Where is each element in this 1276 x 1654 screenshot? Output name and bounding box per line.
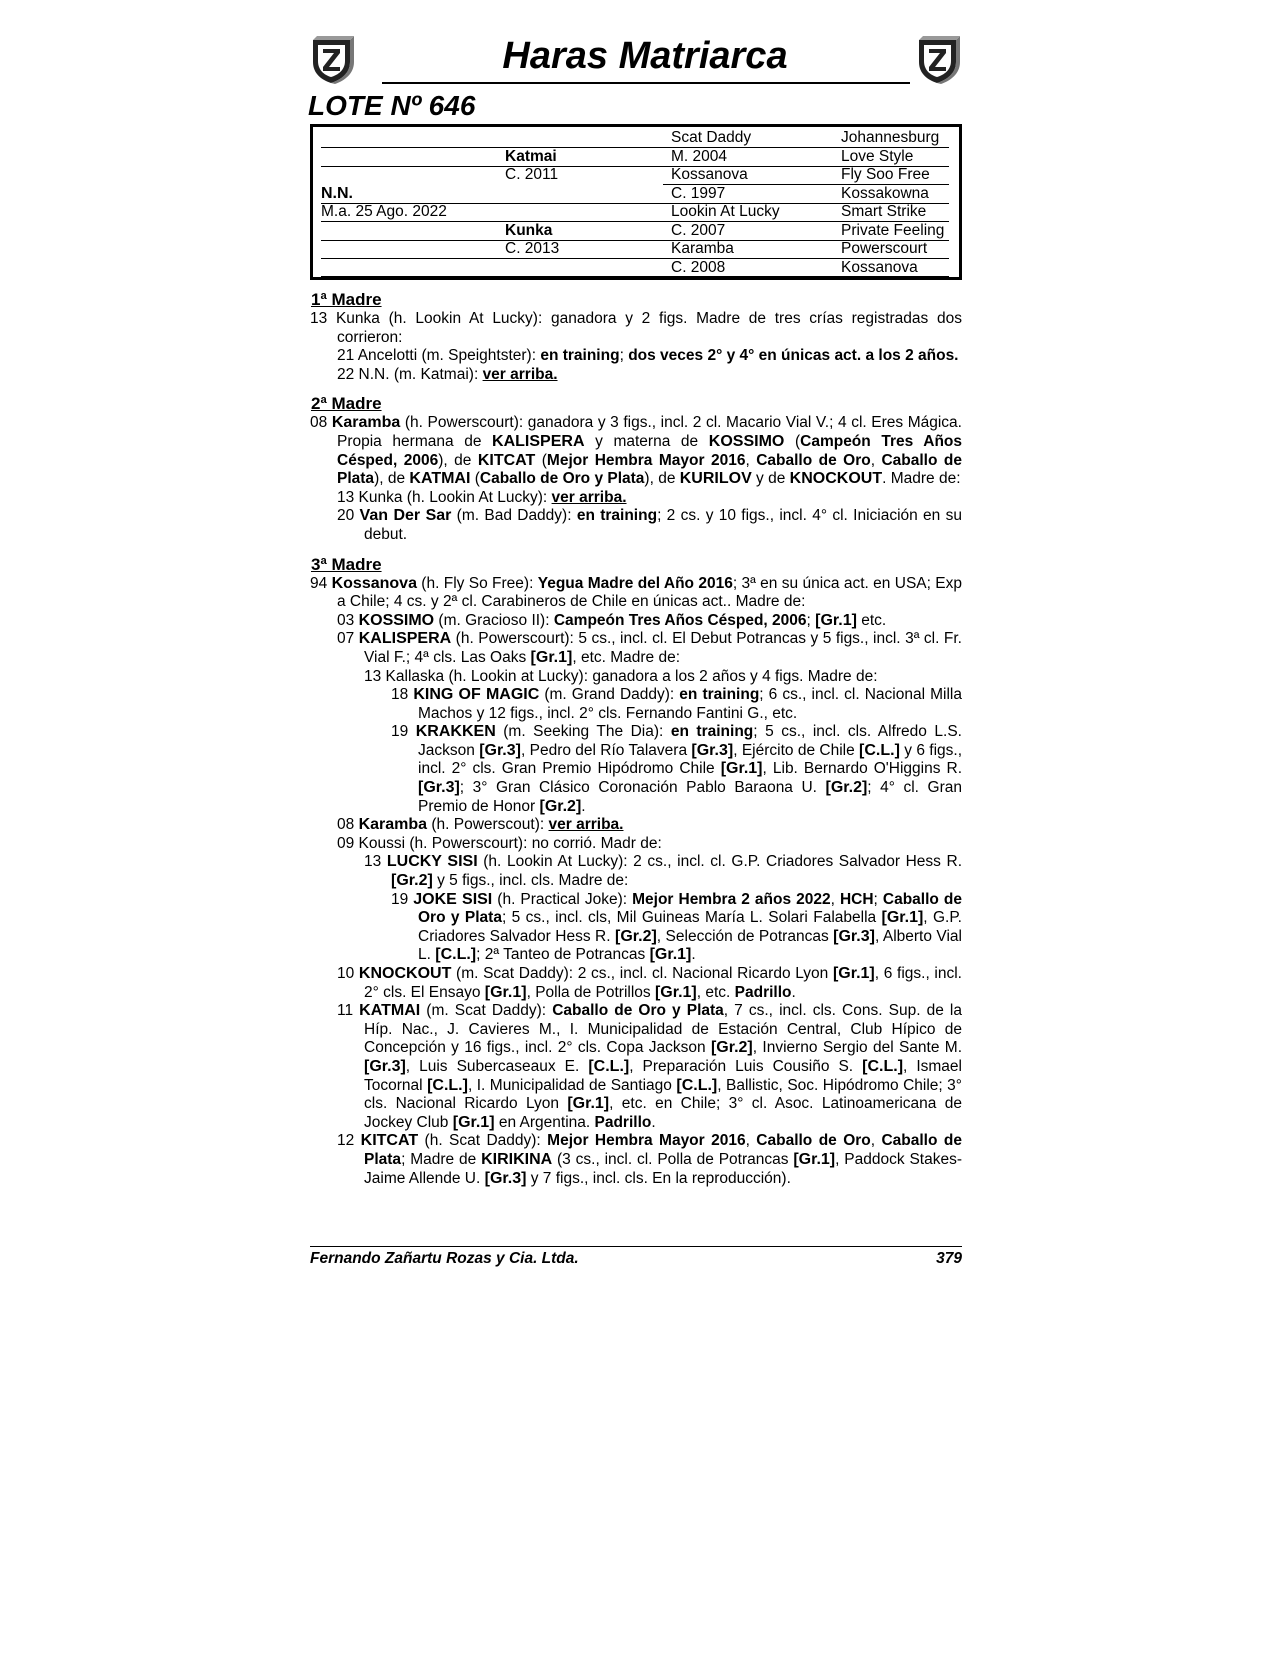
pedigree-line: [321, 221, 949, 222]
pedigree-cell: Johannesburg: [841, 129, 940, 146]
pedigree-row: [321, 166, 949, 184]
pedigree-row: [321, 203, 949, 221]
pedigree-cell: Lookin At Lucky: [671, 203, 780, 220]
offspring-entry: 03 KOSSIMO (m. Gracioso II): Campeón Tres Años Césped, 2006; [Gr.1] etc.: [337, 611, 887, 629]
pedigree-line: [321, 166, 949, 167]
pedigree-cell: M.a. 25 Ago. 2022: [321, 203, 447, 220]
section-heading-2nd-dam: 2ª Madre: [311, 394, 382, 414]
pedigree-cell: C. 2007: [671, 221, 726, 239]
pedigree-cell: Powerscourt: [841, 240, 928, 257]
offspring-entry: 13 Kallaska (h. Lookin at Lucky): ganadora a los 2 años y 4 figs. Madre de:: [364, 667, 878, 685]
pedigree-line: [321, 276, 949, 277]
page-header: [310, 30, 962, 86]
lot-number: LOTE Nº 646: [308, 90, 476, 121]
pedigree-cell: Kossakowna: [841, 184, 929, 202]
page-footer: [310, 1246, 962, 1269]
pedigree-cell: M. 2004: [671, 147, 728, 165]
pedigree-cell: Kossanova: [671, 166, 748, 183]
footer-company: Fernando Zañartu Rozas y Cia. Ltda.: [310, 1250, 579, 1267]
section-heading-3rd-dam: 3ª Madre: [311, 554, 382, 574]
offspring-entry: 09 Koussi (h. Powerscourt): no corrió. Madr de:: [337, 834, 662, 852]
page-title: Haras Matriarca: [502, 35, 788, 77]
pedigree-table: [310, 124, 962, 280]
pedigree-row: [321, 148, 949, 166]
shield-logo-icon: [310, 34, 356, 84]
pedigree-line: [663, 184, 949, 185]
pedigree-line: [321, 240, 949, 241]
pedigree-row: [321, 240, 949, 258]
page-number: 379: [936, 1250, 962, 1267]
pedigree-cell: Private Feeling: [841, 221, 945, 239]
shield-logo-icon: [916, 34, 962, 84]
offspring-entry: 13 Kunka (h. Lookin At Lucky): ver arriba.: [337, 488, 627, 506]
title-rule: [382, 82, 910, 84]
pedigree-cell: Kunka: [505, 221, 553, 239]
offspring-entry: 18 KING OF MAGIC (m. Grand Daddy): en training; 6 cs., incl. cl. Nacional Milla Machos y 12 figs., incl. 2° cls. Fernando Fantini G., etc.: [391, 686, 962, 722]
pedigree-cell: C. 2013: [505, 240, 560, 257]
pedigree-row: [321, 259, 949, 277]
offspring-entry: 19 KRAKKEN (m. Seeking The Dia): en training; 5 cs., incl. cls. Alfredo L.S. Jackson [Gr.3], Pedro del Río Talavera [Gr.3], Ejército de Chile [C.L.] y 6 figs., incl. 2° cls. Gran Premio Hipódromo Chile [Gr.1], Lib. Bernardo O'Higgins R. [Gr.3]; 3° Gran Clásico Coronación Pablo Baraona U. [Gr.2]; 4° cl. Gran Premio de Honor [Gr.2].: [391, 723, 963, 815]
first-dam-text: [310, 310, 962, 384]
pedigree-cell: Love Style: [841, 147, 914, 165]
pedigree-line: [321, 258, 949, 259]
pedigree-row: [321, 185, 949, 203]
offspring-entry: 20 Van Der Sar (m. Bad Daddy): en training; 2 cs. y 10 figs., incl. 4° cl. Iniciación en su debut.: [337, 507, 962, 543]
third-dam-text: [310, 575, 962, 1189]
offspring-entry: 21 Ancelotti (m. Speightster): en training; dos veces 2° y 4° en únicas act. a los 2 años.: [337, 347, 959, 365]
offspring-entry: 11 KATMAI (m. Scat Daddy): Caballo de Oro y Plata, 7 cs., incl. cls. Cons. Sup. de la Híp. Nac., J. Cavieres M., I. Municipalidad de Estación Central, Club Hípico de Concepción y 16 figs., incl. 2° cls. Copa Jackson [Gr.2], Invierno Sergio del Sante M. [Gr.3], Luis Subercaseaux E. [C.L.], Preparación Luis Cousiño S. [C.L.], Ismael Tocornal [C.L.], I. Municipalidad de Santiago [C.L.], Ballistic, Soc. Hipódromo Chile; 3° cls. Nacional Ricardo Lyon [Gr.1], etc. en Chile; 3° cl. Asoc. Latinoamericana de Jockey Club [Gr.1] en Argentina. Padrillo.: [337, 1002, 962, 1131]
pedigree-cell: Smart Strike: [841, 203, 927, 220]
pedigree-row: [321, 222, 949, 240]
pedigree-cell: Karamba: [671, 240, 734, 257]
dam-entry: 94 Kossanova (h. Fly So Free): Yegua Madre del Año 2016; 3ª en su única act. en USA; Exp a Chile; 4 cs. y 2ª cl. Carabineros de Chile en únicas act.. Madre de:: [310, 574, 962, 611]
offspring-entry: 22 N.N. (m. Katmai): ver arriba.: [337, 365, 558, 383]
dam-entry: 13 Kunka (h. Lookin At Lucky): ganadora y 2 figs. Madre de tres crías registradas dos corrieron:: [310, 310, 962, 346]
second-dam-text: [310, 414, 962, 544]
pedigree-cell: C. 2011: [505, 166, 559, 183]
pedigree-cell: N.N.: [321, 184, 353, 202]
pedigree-line: [321, 147, 949, 148]
offspring-entry: 19 JOKE SISI (h. Practical Joke): Mejor Hembra 2 años 2022, HCH; Caballo de Oro y Plata; 5 cs., incl. cls, Mil Guineas María L. Solari Falabella [Gr.1], G.P. Criadores Salvador Hess R. [Gr.2], Selección de Potrancas [Gr.3], Alberto Vial L. [C.L.]; 2ª Tanteo de Potrancas [Gr.1].: [391, 890, 962, 964]
pedigree-cell: Kossanova: [841, 258, 918, 276]
pedigree-cell: Fly Soo Free: [841, 166, 930, 183]
section-heading-1st-dam: 1ª Madre: [311, 290, 382, 309]
pedigree-cell: C. 1997: [671, 184, 726, 202]
pedigree-cell: C. 2008: [671, 258, 726, 276]
pedigree-row: [321, 129, 949, 147]
offspring-entry: 10 KNOCKOUT (m. Scat Daddy): 2 cs., incl. cl. Nacional Ricardo Lyon [Gr.1], 6 figs., incl. 2° cls. El Ensayo [Gr.1], Polla de Potrillos [Gr.1], etc. Padrillo.: [337, 965, 962, 1001]
pedigree-line: [321, 203, 949, 204]
offspring-entry: 13 LUCKY SISI (h. Lookin At Lucky): 2 cs., incl. cl. G.P. Criadores Salvador Hess R. [Gr.2] y 5 figs., incl. cls. Madre de:: [364, 853, 962, 890]
dam-entry: 08 Karamba (h. Powerscourt): ganadora y 3 figs., incl. 2 cl. Macario Vial V.; 4 cl. Eres Mágica. Propia hermana de KALISPERA y materna de KOSSIMO (Campeón Tres Años Césped, 2006), de KITCAT (Mejor Hembra Mayor 2016, Caballo de Oro, Caballo de Plata), de KATMAI (Caballo de Oro y Plata), de KURILOV y de KNOCKOUT. Madre de:: [310, 414, 963, 488]
offspring-entry: 12 KITCAT (h. Scat Daddy): Mejor Hembra Mayor 2016, Caballo de Oro, Caballo de Plata; Madre de KIRIKINA (3 cs., incl. cl. Polla de Potrancas [Gr.1], Paddock Stakes-Jaime Allende U. [Gr.3] y 7 figs., incl. cls. En la reproducción).: [337, 1132, 962, 1187]
pedigree-cell: Katmai: [505, 147, 557, 165]
offspring-entry: 07 KALISPERA (h. Powerscourt): 5 cs., incl. cl. El Debut Potrancas y 5 figs., incl. 3ª cl. Fr. Vial F.; 4ª cls. Las Oaks [Gr.1], etc. Madre de:: [337, 630, 962, 666]
offspring-entry: 08 Karamba (h. Powerscout): ver arriba.: [337, 816, 624, 834]
catalog-page: [308, 30, 963, 1267]
pedigree-cell: Scat Daddy: [671, 129, 752, 146]
